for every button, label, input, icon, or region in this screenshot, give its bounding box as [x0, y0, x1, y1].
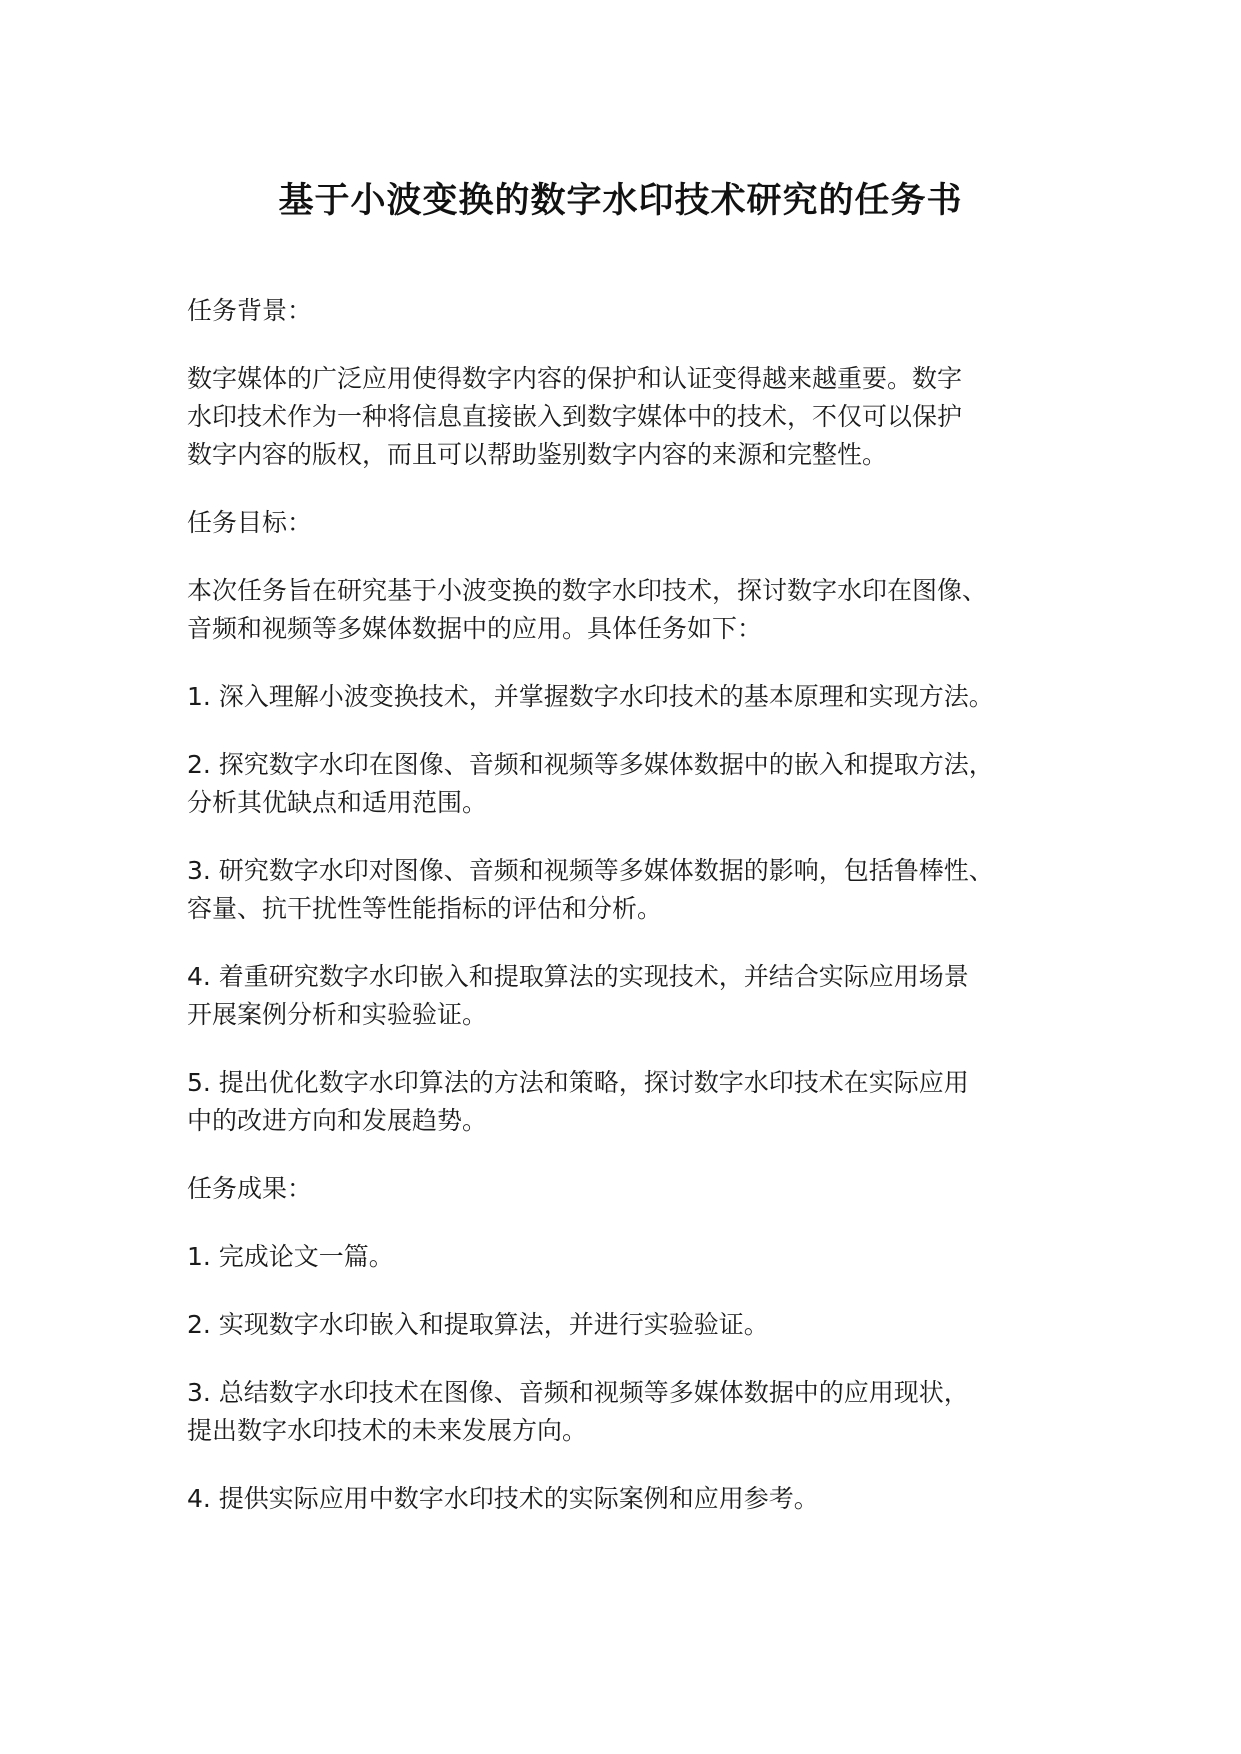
paragraph-line: 4. 着重研究数字水印嵌入和提取算法的实现技术，并结合实际应用场景	[187, 962, 969, 991]
paragraph-line: 1. 深入理解小波变换技术，并掌握数字水印技术的基本原理和实现方法。	[187, 682, 994, 711]
paragraph	[187, 746, 1087, 822]
paragraph	[187, 1306, 1087, 1344]
paragraph-line: 中的改进方向和发展趋势。	[187, 1106, 488, 1135]
paragraph-line: 任务目标：	[187, 508, 313, 537]
paragraph	[187, 1480, 1087, 1518]
document-body	[187, 292, 1087, 1548]
paragraph-line: 任务背景：	[187, 296, 313, 325]
paragraph-line: 分析其优缺点和适用范围。	[187, 788, 488, 817]
document-title: 基于小波变换的数字水印技术研究的任务书	[278, 181, 963, 221]
paragraph	[187, 360, 1087, 474]
paragraph-line: 水印技术作为一种将信息直接嵌入到数字媒体中的技术，不仅可以保护	[187, 402, 963, 431]
paragraph-line: 数字内容的版权，而且可以帮助鉴别数字内容的来源和完整性。	[187, 440, 888, 469]
paragraph-line: 2. 探究数字水印在图像、音频和视频等多媒体数据中的嵌入和提取方法，	[187, 750, 994, 779]
paragraph-line: 5. 提出优化数字水印算法的方法和策略，探讨数字水印技术在实际应用	[187, 1068, 969, 1097]
paragraph	[187, 1238, 1087, 1276]
paragraph	[187, 1170, 1087, 1208]
paragraph-line: 数字媒体的广泛应用使得数字内容的保护和认证变得越来越重要。数字	[187, 364, 963, 393]
paragraph	[187, 572, 1087, 648]
paragraph-line: 本次任务旨在研究基于小波变换的数字水印技术，探讨数字水印在图像、	[187, 576, 988, 605]
paragraph-line: 2. 实现数字水印嵌入和提取算法，并进行实验验证。	[187, 1310, 769, 1339]
paragraph	[187, 678, 1087, 716]
paragraph-line: 4. 提供实际应用中数字水印技术的实际案例和应用参考。	[187, 1484, 819, 1513]
paragraph-line: 音频和视频等多媒体数据中的应用。具体任务如下：	[187, 614, 763, 643]
paragraph-line: 开展案例分析和实验验证。	[187, 1000, 488, 1029]
paragraph-line: 3. 总结数字水印技术在图像、音频和视频等多媒体数据中的应用现状，	[187, 1378, 969, 1407]
paragraph-line: 容量、抗干扰性等性能指标的评估和分析。	[187, 894, 663, 923]
paragraph	[187, 852, 1087, 928]
paragraph-line: 1. 完成论文一篇。	[187, 1242, 394, 1271]
paragraph	[187, 958, 1087, 1034]
paragraph-line: 提出数字水印技术的未来发展方向。	[187, 1416, 588, 1445]
paragraph	[187, 504, 1087, 542]
paragraph-line: 任务成果：	[187, 1174, 313, 1203]
paragraph	[187, 292, 1087, 330]
paragraph	[187, 1064, 1087, 1140]
paragraph-line: 3. 研究数字水印对图像、音频和视频等多媒体数据的影响，包括鲁棒性、	[187, 856, 994, 885]
paragraph	[187, 1374, 1087, 1450]
